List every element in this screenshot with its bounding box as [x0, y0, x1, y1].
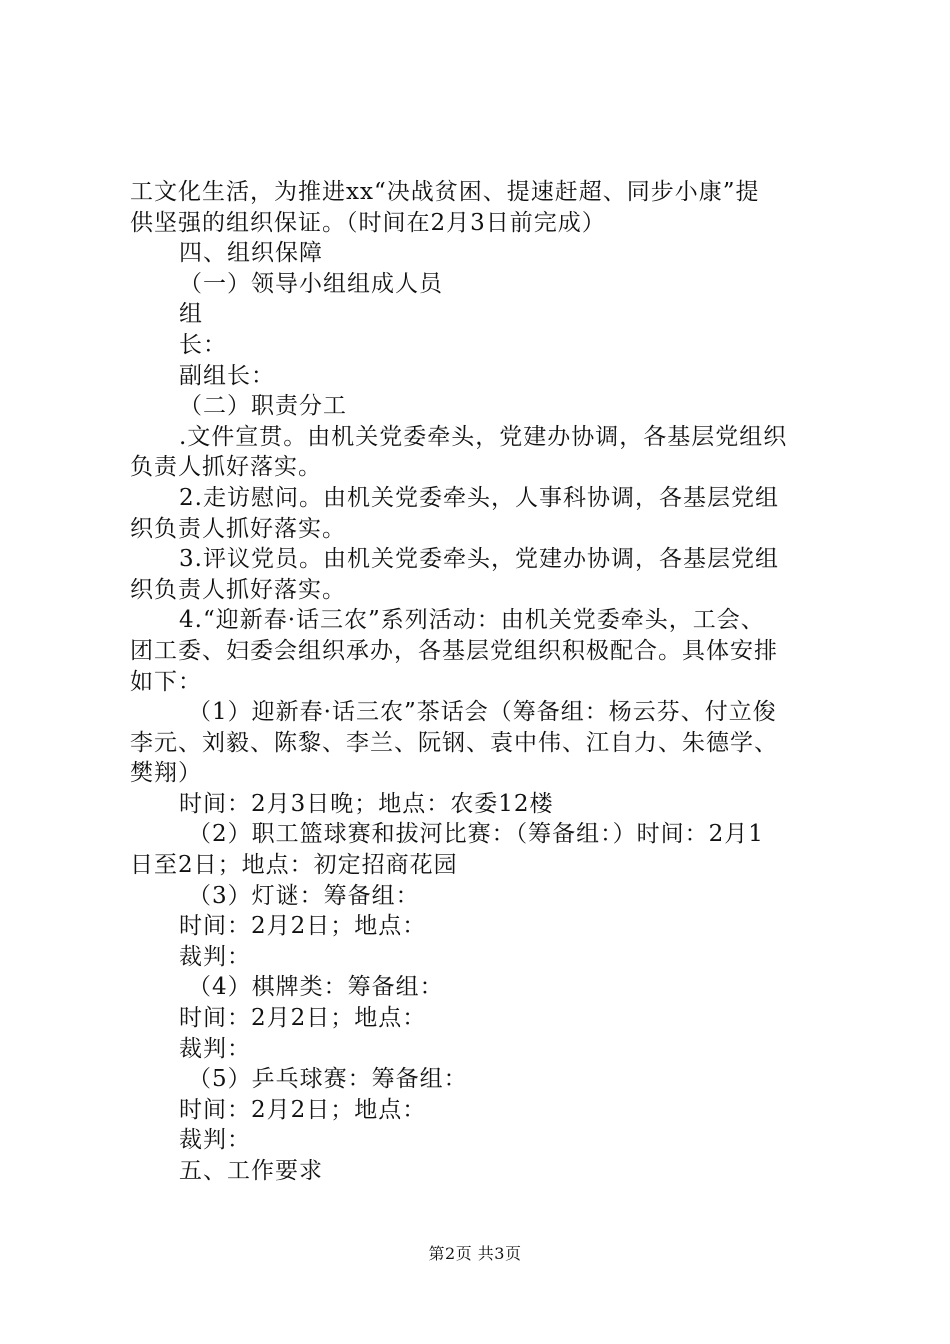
paragraph-line: 组: [179, 301, 203, 328]
paragraph-line: 织负责人抓好落实。: [130, 515, 346, 542]
paragraph-line: 团工委、妇委会组织承办，各基层党组织积极配合。具体安排: [130, 637, 778, 664]
paragraph-line: （2）职工篮球赛和拔河比赛：（筹备组：）时间：2月1: [188, 821, 764, 848]
page-number-footer: 第2页 共3页: [428, 1244, 522, 1263]
paragraph-line: （5）乒乓球赛：筹备组：: [188, 1066, 468, 1093]
paragraph-line: 负责人抓好落实。: [130, 454, 322, 481]
paragraph-line: 工文化生活，为推进xx“决战贫困、提速赶超、同步小康”提: [130, 179, 760, 205]
paragraph-line: 织负责人抓好落实。: [130, 576, 346, 603]
paragraph-line: 3.评议党员。由机关党委牵头，党建办协调，各基层党组: [179, 546, 779, 573]
section-heading: 四、组织保障: [179, 240, 323, 267]
paragraph-line: 李元、刘毅、陈黎、李兰、阮钢、袁中伟、江自力、朱德学、: [130, 729, 778, 756]
paragraph-line: 如下：: [130, 668, 202, 695]
paragraph-line: 4.“迎新春·话三农”系列活动：由机关党委牵头，工会、: [179, 607, 765, 634]
paragraph-line: 日至2日；地点：初定招商花园: [130, 852, 458, 879]
paragraph-line: 长：: [179, 331, 227, 358]
paragraph-line: 裁判：: [179, 1035, 251, 1062]
paragraph-line: 时间：2月2日；地点：: [179, 913, 427, 940]
paragraph-line: 2.走访慰问。由机关党委牵头，人事科协调，各基层党组: [179, 484, 779, 511]
paragraph-line: 副组长：: [179, 362, 275, 389]
paragraph-line: 裁判：: [179, 1127, 251, 1154]
subsection-heading: （二）职责分工: [179, 393, 347, 420]
subsection-heading: （一）领导小组组成人员: [179, 270, 443, 297]
paragraph-line: 时间：2月2日；地点：: [179, 1096, 427, 1123]
paragraph-line: 樊翔）: [130, 760, 202, 787]
paragraph-line: （4）棋牌类：筹备组：: [188, 974, 444, 1001]
paragraph-line: 时间：2月3日晚；地点：农委12楼: [179, 790, 554, 817]
section-heading: 五、工作要求: [179, 1158, 323, 1184]
document-body: [130, 177, 835, 1187]
paragraph-line: （3）灯谜：筹备组：: [188, 882, 420, 909]
paragraph-line: 供坚强的组织保证。（时间在2月3日前完成）: [130, 209, 606, 236]
paragraph-line: （1）迎新春·话三农”茶话会（筹备组：杨云芬、付立俊: [188, 699, 777, 726]
paragraph-line: 裁判：: [179, 943, 251, 970]
paragraph-line: 时间：2月2日；地点：: [179, 1005, 427, 1032]
paragraph-line: .文件宣贯。由机关党委牵头，党建办协调，各基层党组织: [179, 423, 788, 450]
